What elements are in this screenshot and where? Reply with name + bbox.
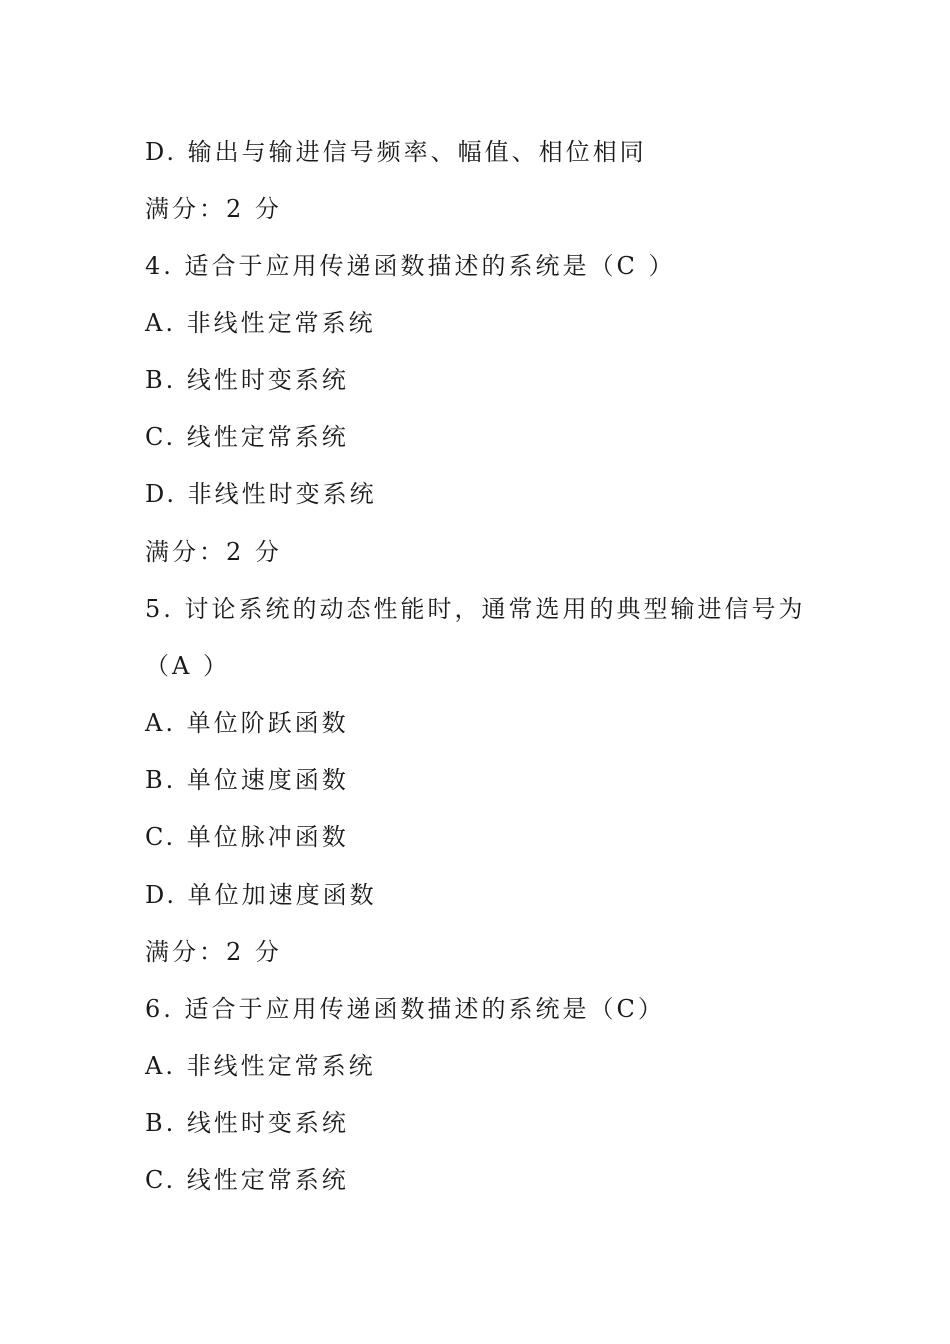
option-b-q5: B. 单位速度函数 — [145, 766, 349, 794]
score-q5: 满分：2 分 — [145, 938, 282, 966]
option-c-q4: C. 线性定常系统 — [145, 423, 349, 451]
option-c-q6: C. 线性定常系统 — [145, 1166, 349, 1194]
option-d-q4: D. 非线性时变系统 — [145, 480, 377, 508]
question-6: 6. 适合于应用传递函数描述的系统是（C） — [145, 995, 665, 1023]
question-5: 5. 讨论系统的动态性能时，通常选用的典型输进信号为 — [145, 595, 806, 623]
option-b-q6: B. 线性时变系统 — [145, 1109, 349, 1137]
score-q3: 满分：2 分 — [145, 195, 282, 223]
option-a-q4: A. 非线性定常系统 — [145, 309, 376, 337]
option-d-q3: D. 输出与输进信号频率、幅值、相位相同 — [145, 138, 647, 166]
score-q4: 满分：2 分 — [145, 538, 282, 566]
question-4: 4. 适合于应用传递函数描述的系统是（C ） — [145, 252, 676, 280]
option-d-q5: D. 单位加速度函数 — [145, 881, 377, 909]
option-c-q5: C. 单位脉冲函数 — [145, 823, 349, 851]
question-5-answer: （A ） — [145, 652, 230, 680]
option-b-q4: B. 线性时变系统 — [145, 366, 349, 394]
option-a-q6: A. 非线性定常系统 — [145, 1052, 376, 1080]
option-a-q5: A. 单位阶跃函数 — [145, 709, 349, 737]
